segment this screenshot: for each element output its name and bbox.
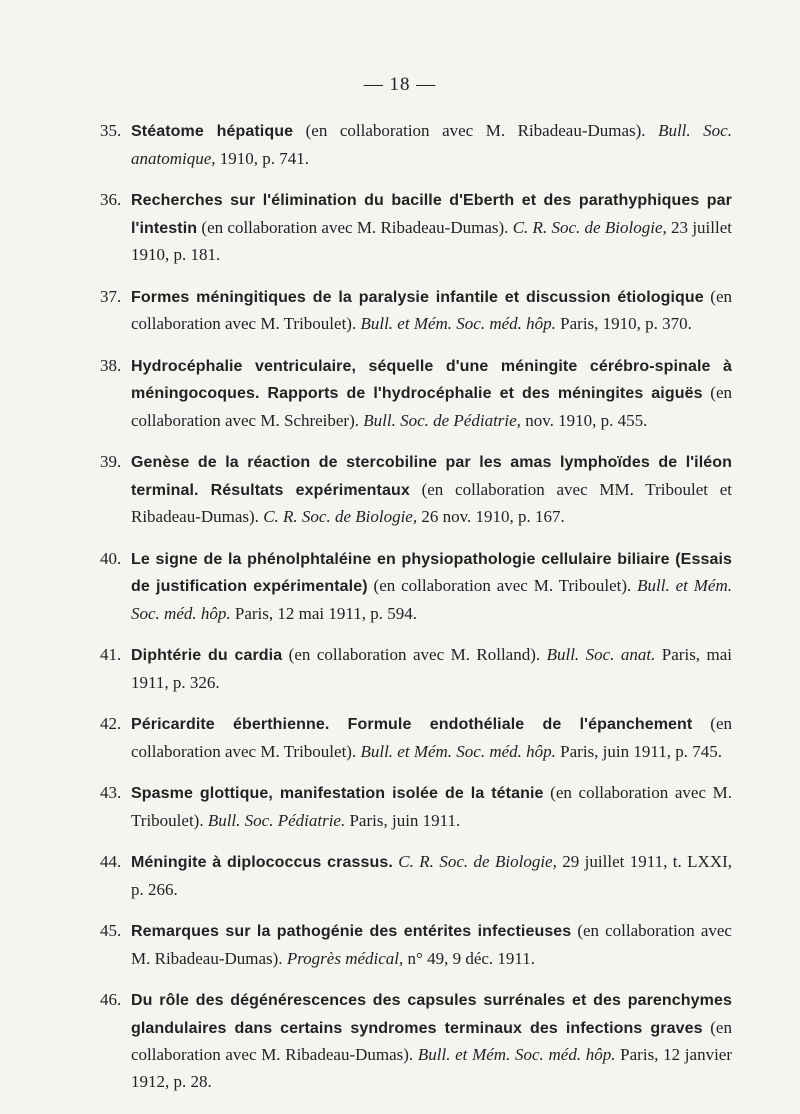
entry-45 [100,918,732,972]
page-number: — 18 — [363,74,437,95]
entry-journal: Bull. et Mém. Soc. méd. hôp. [360,741,556,761]
entry-text: (en collaboration avec M. Ribadeau-Dumas). [131,921,732,968]
entry-title: Du rôle des dégénérescences des capsules surrénales et des parenchymes glandulaires dans certains syndromes terminaux des infections graves [131,992,732,1037]
entry-text: (en collaboration avec M. Rolland). [282,645,547,664]
entry-text: Paris, juin 1911, p. 745. [555,741,722,761]
entry-number: 36. [100,190,122,209]
entry-41 [100,642,732,696]
entry-35 [100,118,732,172]
entry-title: Péricardite éberthienne. Formule endothéliale de l'épanchement [131,716,693,733]
entry-text: Paris, mai 1911, p. 326. [131,645,733,692]
entry-text: (en collaboration avec M. Triboulet). [131,714,732,761]
entry-39 [100,449,732,531]
entry-37 [100,284,732,338]
entry-42 [100,711,732,765]
entry-text: Paris, juin 1911. [345,810,461,830]
entry-number: 43. [100,783,122,802]
entry-text: 1910, p. 741. [215,148,310,168]
entry-journal: C. R. Soc. de Biologie, [512,217,667,237]
entry-journal: Bull. et Mém. Soc. méd. hôp. [131,576,732,623]
entry-journal: Bull. Soc. de Pédiatrie, [363,410,521,430]
entry-number: 42. [100,714,122,733]
entry-number: 41. [100,645,122,664]
entry-number: 44. [100,852,122,871]
entry-number: 35. [100,121,122,140]
entry-number: 40. [100,548,122,568]
entry-title: Genèse de la réaction de stercobiline par les amas lymphoïdes de l'iléon terminal. Résultats expérimentaux [131,454,732,499]
entry-title: Formes méningitiques de la paralysie infantile et discussion étiologique [131,288,704,306]
entry-text: (en collaboration avec M. Schreiber). [131,383,732,430]
entry-46 [100,987,732,1095]
entry-journal: Bull. Soc. anat. [546,645,656,664]
entry-text: (en collaboration avec MM. Triboulet et Ribadeau-Dumas). [131,479,732,526]
entry-text: (en collaboration avec M. Ribadeau-Dumas). [293,121,659,140]
entry-number: 38. [100,355,122,375]
entry-journal: Bull. Soc. Pédiatrie. [207,810,346,830]
entry-title: Le signe de la phénolphtaléine en physiopathologie cellulaire biliaire (Essais de justification expérimentale) [131,550,732,595]
entry-title: Hydrocéphalie ventriculaire, séquelle d'une méningite cérébro-spinale à méningocoques. Rapports de l'hydrocéphalie et des méningites aiguës [131,357,732,402]
entry-journal: Bull. et Mém. Soc. méd. hôp. [360,314,556,333]
entry-title: Méningite à diplococcus crassus. [131,854,393,871]
entry-text: Paris, 1910, p. 370. [555,314,692,333]
entry-text: 29 juillet 1911, t. LXXI, p. 266. [131,852,733,899]
entry-title: Diphtérie du cardia [131,647,283,664]
entry-text: n° 49, 9 déc. 1911. [403,948,536,968]
entry-text: (en collaboration avec M. Triboulet). [367,576,638,595]
entry-number: 46. [100,990,122,1009]
entry-44 [100,849,732,903]
entry-title: Stéatome hépatique [131,123,294,140]
entry-number: 45. [100,921,122,940]
entry-text: (en collaboration avec M. Ribadeau-Dumas). [197,217,513,237]
entry-text: (en collaboration avec M. Ribadeau-Dumas). [131,1017,732,1064]
entry-text: (en collaboration avec M. Triboulet). [131,783,732,830]
entry-journal: C. R. Soc. de Biologie, [398,852,557,871]
entry-38 [100,353,732,435]
entry-journal: Bull. et Mém. Soc. méd. hôp. [417,1045,616,1064]
entry-number: 37. [100,286,122,306]
entry-text: (en collaboration avec M. Triboulet). [131,286,732,333]
entry-title: Spasme glottique, manifestation isolée de la tétanie [131,785,544,802]
entry-number: 39. [100,452,122,471]
bibliography-list [100,118,732,1110]
entry-43 [100,780,732,834]
entry-36 [100,187,732,269]
entry-text: 23 juillet 1910, p. 181. [131,217,732,264]
entry-journal: Progrès médical, [286,948,404,968]
entry-40 [100,546,732,628]
entry-text: Paris, 12 mai 1911, p. 594. [230,603,417,623]
entry-text: 26 nov. 1910, p. 167. [417,507,565,526]
entry-journal: Bull. Soc. anatomique, [131,121,732,168]
entry-journal: C. R. Soc. de Biologie, [263,507,418,526]
entry-text: nov. 1910, p. 455. [520,410,648,430]
entry-title: Remarques sur la pathogénie des entérites infectieuses [131,923,572,940]
entry-text: Paris, 12 janvier 1912, p. 28. [131,1045,733,1091]
entry-title: Recherches sur l'élimination du bacille d'Eberth et des parathyphiques par l'intestin [131,192,732,237]
